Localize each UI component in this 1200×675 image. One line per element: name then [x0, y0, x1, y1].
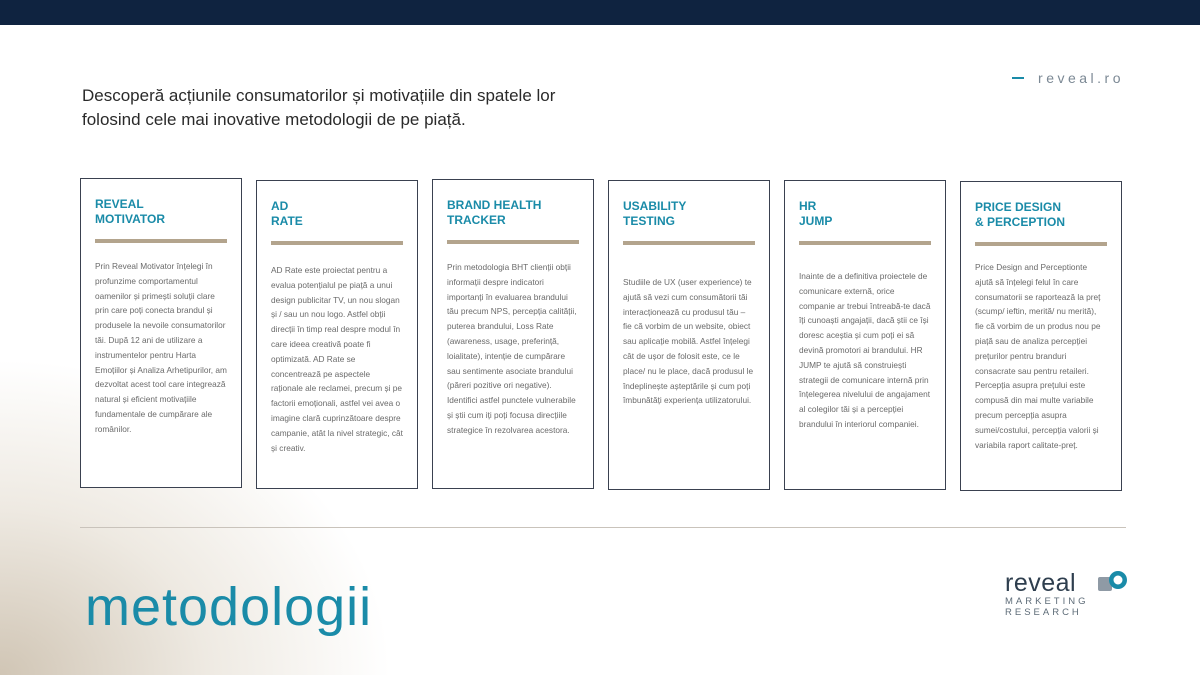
card-ad-rate[interactable]: [256, 180, 418, 489]
headline-line-1: Descoperă acțiunile consumatorilor și motivațiile din spatele lor: [82, 86, 556, 105]
methodology-cards: [80, 178, 1124, 490]
card-rule: [623, 241, 755, 245]
brand-url[interactable]: reveal.ro: [1038, 70, 1124, 86]
card-price-design-perception[interactable]: [960, 181, 1122, 491]
card-rule: [271, 241, 403, 245]
section-divider: [80, 527, 1126, 528]
card-description: Studiile de UX (user experience) te ajută să vezi cum consumătorii tăi interacționează cu produsul tău – fie că vorbim de un website, obiect sau aplicație mobilă. Astfel înțelegi cât de ușor de folosit este, ce le place/ nu le place, dacă produsul le îndeplinește așteptările și cum poți îmbunătăți experiența utilizatorului.: [623, 277, 754, 406]
card-title: AD RATE: [271, 199, 303, 228]
headline-line-2: folosind cele mai inovative metodologii de pe piață.: [82, 110, 466, 129]
card-description: Prin Reveal Motivator înțelegi în profunzime comportamentul oamenilor și primești soluții clare prin care poți conecta brandul și produsele la nevoile consumatorilor tăi. După 12 ani de utilizare a instrumentelor pentru Harta Emoțiilor și Analiza Arhetipurilor, am dezvoltat acest tool care integrează natural și eficient motivațiile fundamentale de cumpărare ale românilor.: [95, 261, 227, 434]
card-description: AD Rate este proiectat pentru a evalua potențialul pe piață a unui design publicitar TV, un nou slogan și / sau un nou logo. Astfel obții direcții în timp real despre modul în care ideea creativă poate fi optimizată. AD Rate se concentrează pe aspectele raționale ale reclamei, precum și pe factorii emoționali, astfel vei avea o imagine clară cuprinzătoare despre campanie, atât la nivel strategic, cât și creativ.: [271, 265, 403, 453]
card-description: Prin metodologia BHT clienții obții informații despre indicatori importanți în evaluarea brandului tău precum NPS, percepția calității, puterea brandului, Loss Rate (awareness, usage, preferință, loialitate), intenție de cumpărare sau sentimente asociate brandului (păreri pozitive ori negative). Identifici astfel punctele vulnerabile și știi cum iți poți focusa direcțiile strategice în rezolvarea acestora.: [447, 262, 577, 435]
card-rule: [447, 240, 579, 244]
logo-word: reveal: [1005, 569, 1077, 597]
logo-subtitle-2: RESEARCH: [1005, 607, 1082, 618]
card-description: Inainte de a definitiva proiectele de comunicare externă, orice companie ar trebui întreabă-te dacă îți cunoaști angajații, dacă știi ce își doresc aceștia și cum poți ei să devină promotori ai brandului. HR JUMP te ajută să construiești strategii de comunicare internă prin înțelegerea nivelului de angajament al colegilor tăi și a percepției brandului în interiorul companiei.: [799, 271, 931, 429]
card-reveal-motivator[interactable]: [80, 178, 242, 488]
headline: [82, 84, 642, 132]
top-bar: [0, 0, 1200, 25]
card-rule: [799, 241, 931, 245]
section-title: metodologii: [85, 577, 373, 637]
reveal-logo[interactable]: [1005, 570, 1125, 630]
card-title: PRICE DESIGN & PERCEPTION: [975, 200, 1066, 229]
brand-url-line[interactable]: [1012, 70, 1124, 86]
card-title: BRAND HEALTH TRACKER: [447, 198, 542, 227]
card-rule: [95, 239, 227, 243]
logo-mark-icon: [1096, 569, 1130, 597]
card-brand-health-tracker[interactable]: [432, 179, 594, 489]
card-usability-testing[interactable]: [608, 180, 770, 490]
card-rule: [975, 242, 1107, 246]
brand-dash: [1012, 77, 1024, 79]
card-title: HR JUMP: [799, 199, 833, 228]
logo-subtitle-1: MARKETING: [1005, 596, 1089, 607]
card-title: USABILITY TESTING: [623, 199, 687, 228]
card-hr-jump[interactable]: [784, 180, 946, 490]
card-title: REVEAL MOTIVATOR: [95, 197, 165, 226]
card-description: Price Design and Perceptionte ajută să înțelegi felul în care consumatorii se raportează la preț (scump/ ieftin, merită/ nu merită), fie că vorbim de un produs nou pe piață sau de analiza percepției prețurilor pentru branduri consacrate sau pentru retaileri. Percepția asupra prețului este compusă din mai multe variabile precum percepția asupra sumei/costului, percepția valorii și variabila raport calitate-preț.: [975, 262, 1101, 450]
